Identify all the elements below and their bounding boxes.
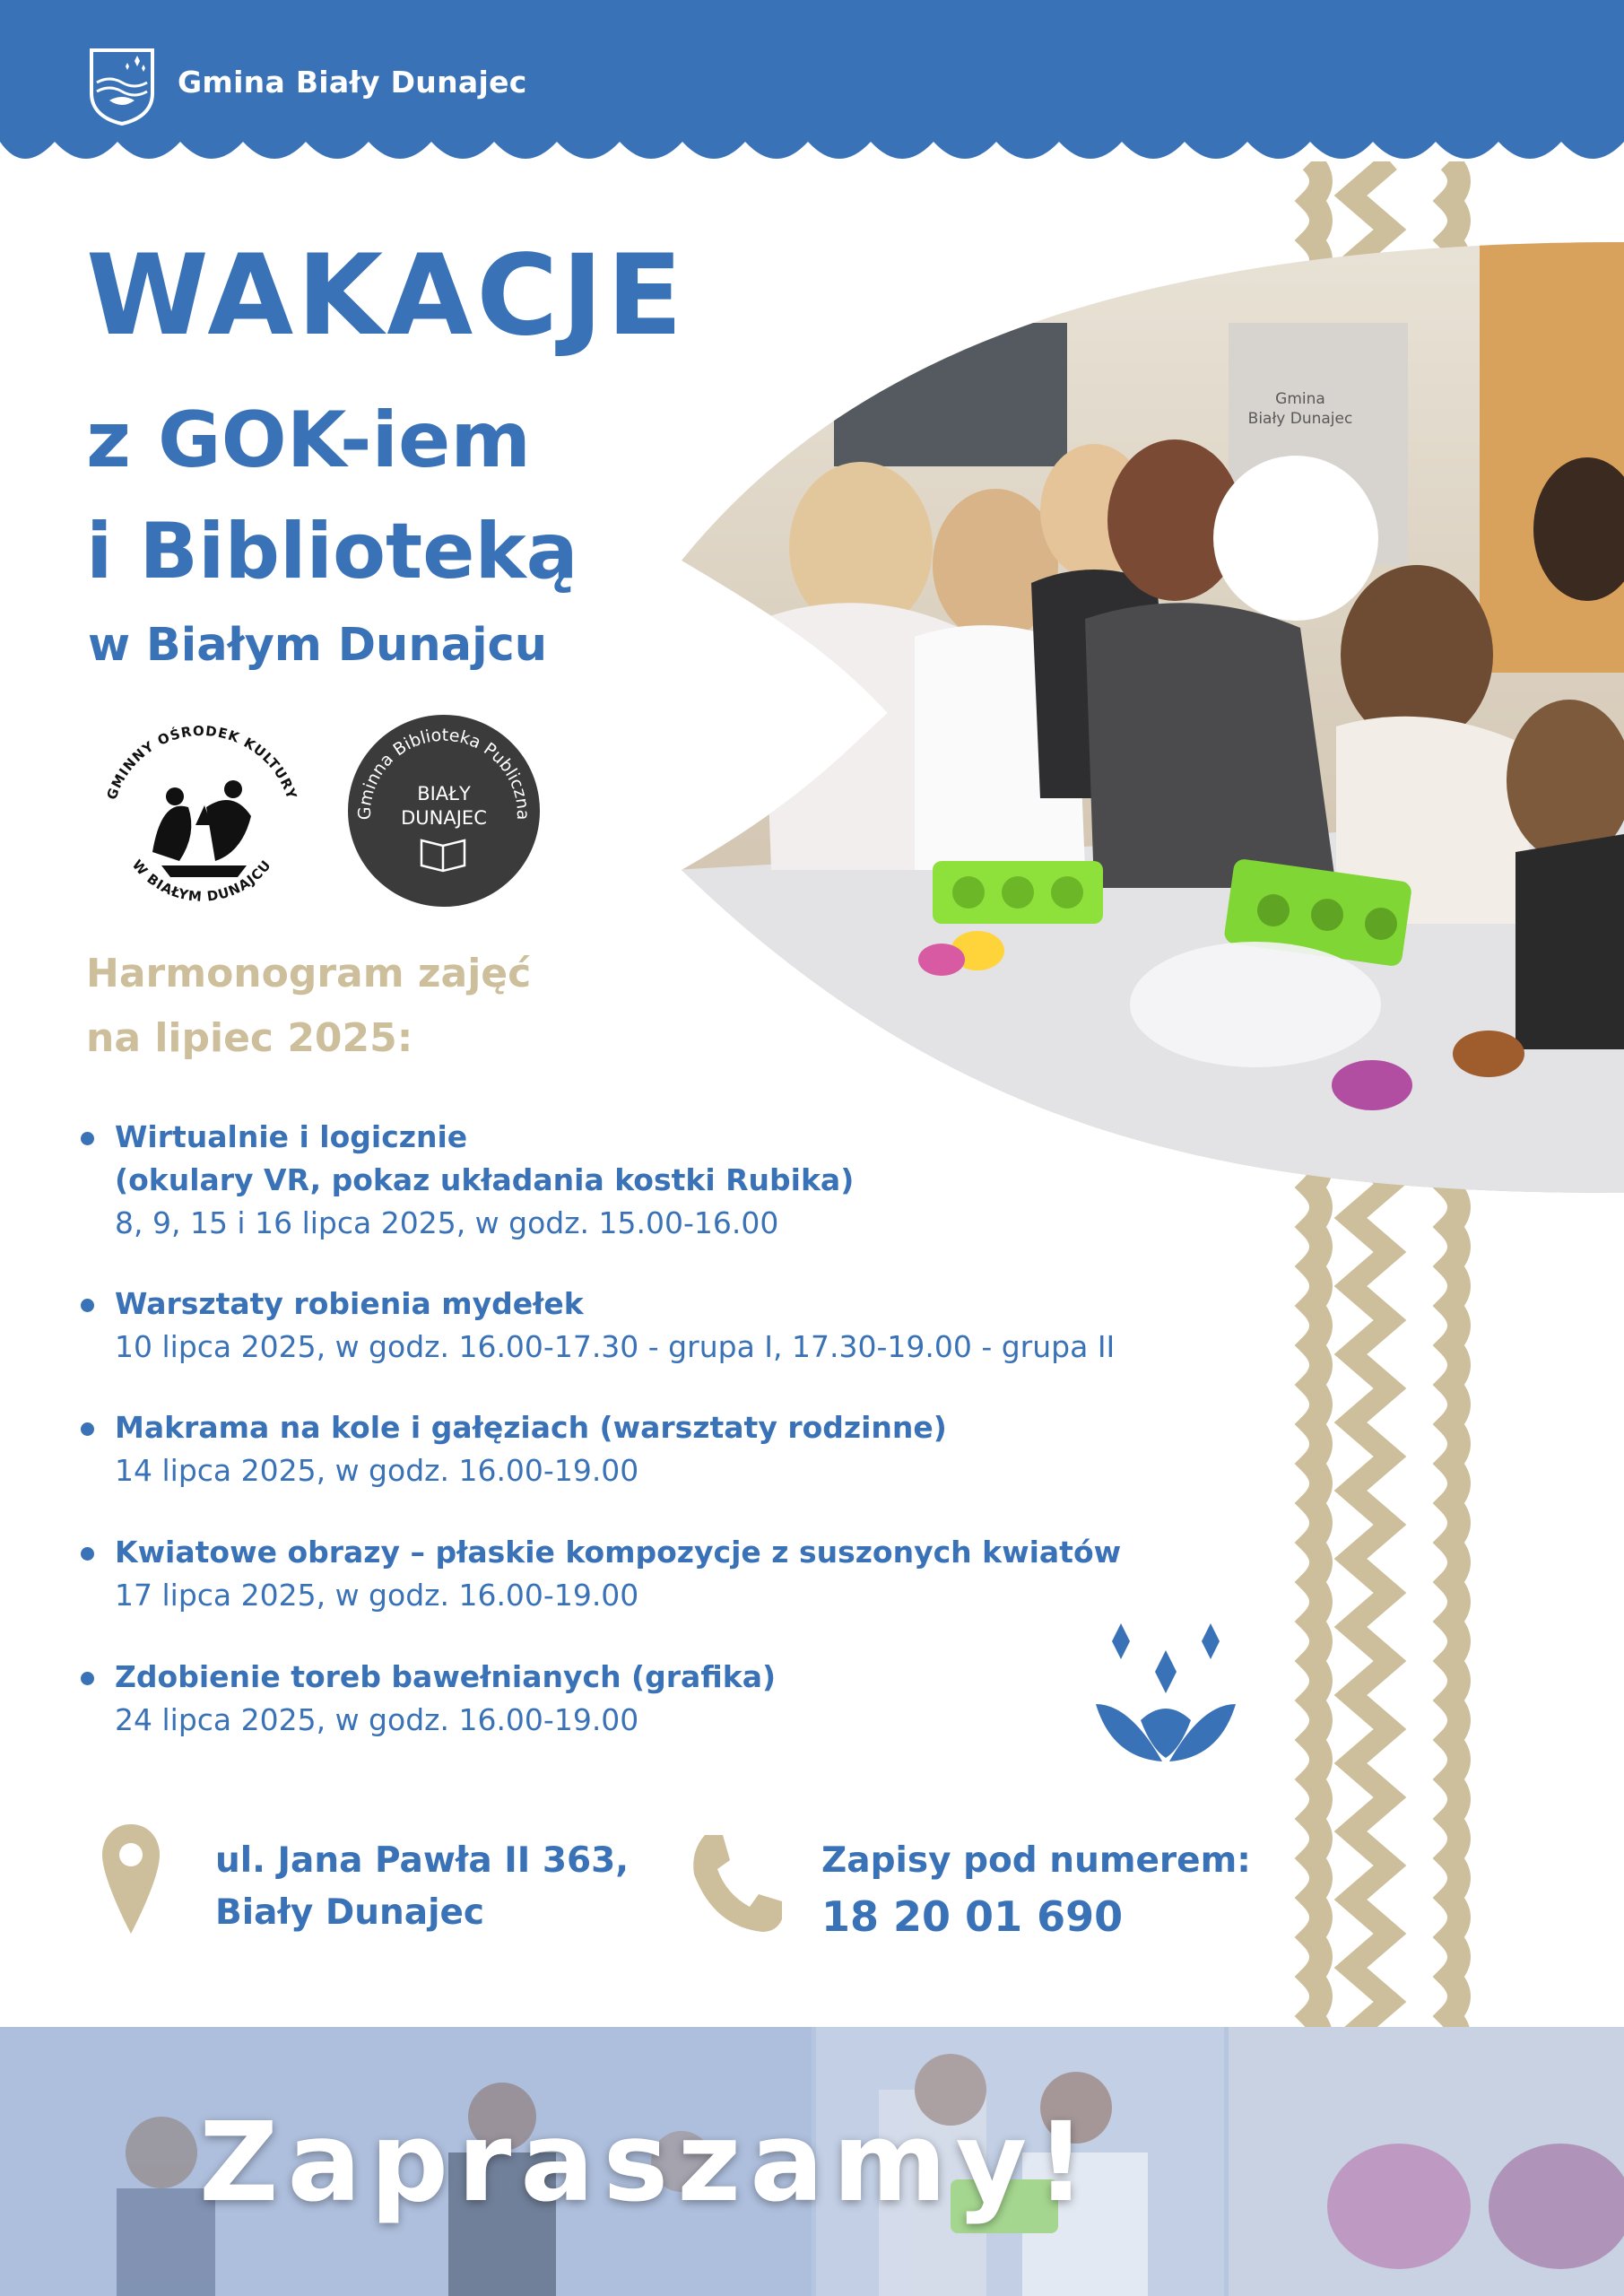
bullet-icon [81,1422,94,1436]
schedule-item [81,1656,1220,1742]
schedule-item [81,1406,1220,1492]
crest-icon [88,47,156,126]
location-pin-icon [99,1821,163,1937]
bullet-icon [81,1672,94,1685]
schedule-item-title: Makrama na kole i gałęziach (warsztaty rodzinne) [115,1410,947,1445]
schedule-item-date: 24 lipca 2025, w godz. 16.00-19.00 [115,1702,639,1737]
library-center-text-2: DUNAJEC [401,807,487,829]
schedule-item-date: 17 lipca 2025, w godz. 16.00-19.00 [115,1578,639,1613]
schedule-item-date: 10 lipca 2025, w godz. 16.00-17.30 - grupa I, 17.30-19.00 - grupa II [115,1329,1116,1364]
schedule-item-subtitle: (okulary VR, pokaz układania kostki Rubika) [115,1162,855,1197]
title-gok: z GOK-iem [86,396,531,485]
schedule-item-title: Kwiatowe obrazy – płaskie kompozycje z suszonych kwiatów [115,1535,1122,1570]
municipality-name: Gmina Biały Dunajec [178,65,527,100]
schedule-item-date: 8, 9, 15 i 16 lipca 2025, w godz. 15.00-16.00 [115,1205,779,1240]
bullet-icon [81,1132,94,1145]
gok-logo [90,718,314,924]
title-location: w Białym Dunajcu [88,619,548,672]
schedule-heading-line1: Harmonogram zajęć [86,951,532,996]
workshop-photo [673,242,1624,1193]
phone-label: Zapisy pod numerem: [821,1840,1251,1881]
address-line1: ul. Jana Pawła II 363, [215,1840,630,1881]
library-logo [348,715,540,907]
sparkle-tulip-icon [1094,1614,1238,1767]
invitation-text: Zapraszamy! [199,2099,1095,2226]
gok-logo-top-text: GMINNY OŚRODEK KULTURY [103,722,300,802]
schedule-item-title: Zdobienie toreb bawełnianych (grafika) [115,1659,777,1694]
phone-icon [687,1830,786,1937]
schedule-item [81,1531,1220,1617]
photo-banner-line1: Gmina [1275,390,1325,408]
phone-number: 18 20 01 690 [821,1892,1124,1941]
svg-text:GMINNY OŚRODEK KULTURY [103,723,300,802]
schedule-heading-line2: na lipiec 2025: [86,1015,413,1061]
schedule-item-title: Warsztaty robienia mydełek [115,1286,584,1321]
schedule-item-date: 14 lipca 2025, w godz. 16.00-19.00 [115,1453,639,1488]
book-icon [421,840,465,871]
library-ring-text: Gminna Biblioteka Publiczna [354,725,534,821]
schedule-item-title: Wirtualnie i logicznie [115,1119,468,1154]
title-wakacje: WAKACJE [86,231,687,361]
gok-logo-bottom-text: W BIAŁYM DUNAJCU [128,857,275,905]
bullet-icon [81,1299,94,1312]
schedule-item [81,1116,1220,1245]
bullet-icon [81,1547,94,1561]
svg-text:W BIAŁYM DUNAJCU [129,857,274,905]
svg-text:Gminna Biblioteka Publiczna [355,726,533,821]
title-library: i Biblioteką [86,507,578,596]
address-line2: Biały Dunajec [215,1892,485,1933]
library-center-text-1: BIAŁY [417,783,471,804]
schedule-item [81,1283,1220,1369]
photo-banner-line2: Biały Dunajec [1247,410,1353,428]
